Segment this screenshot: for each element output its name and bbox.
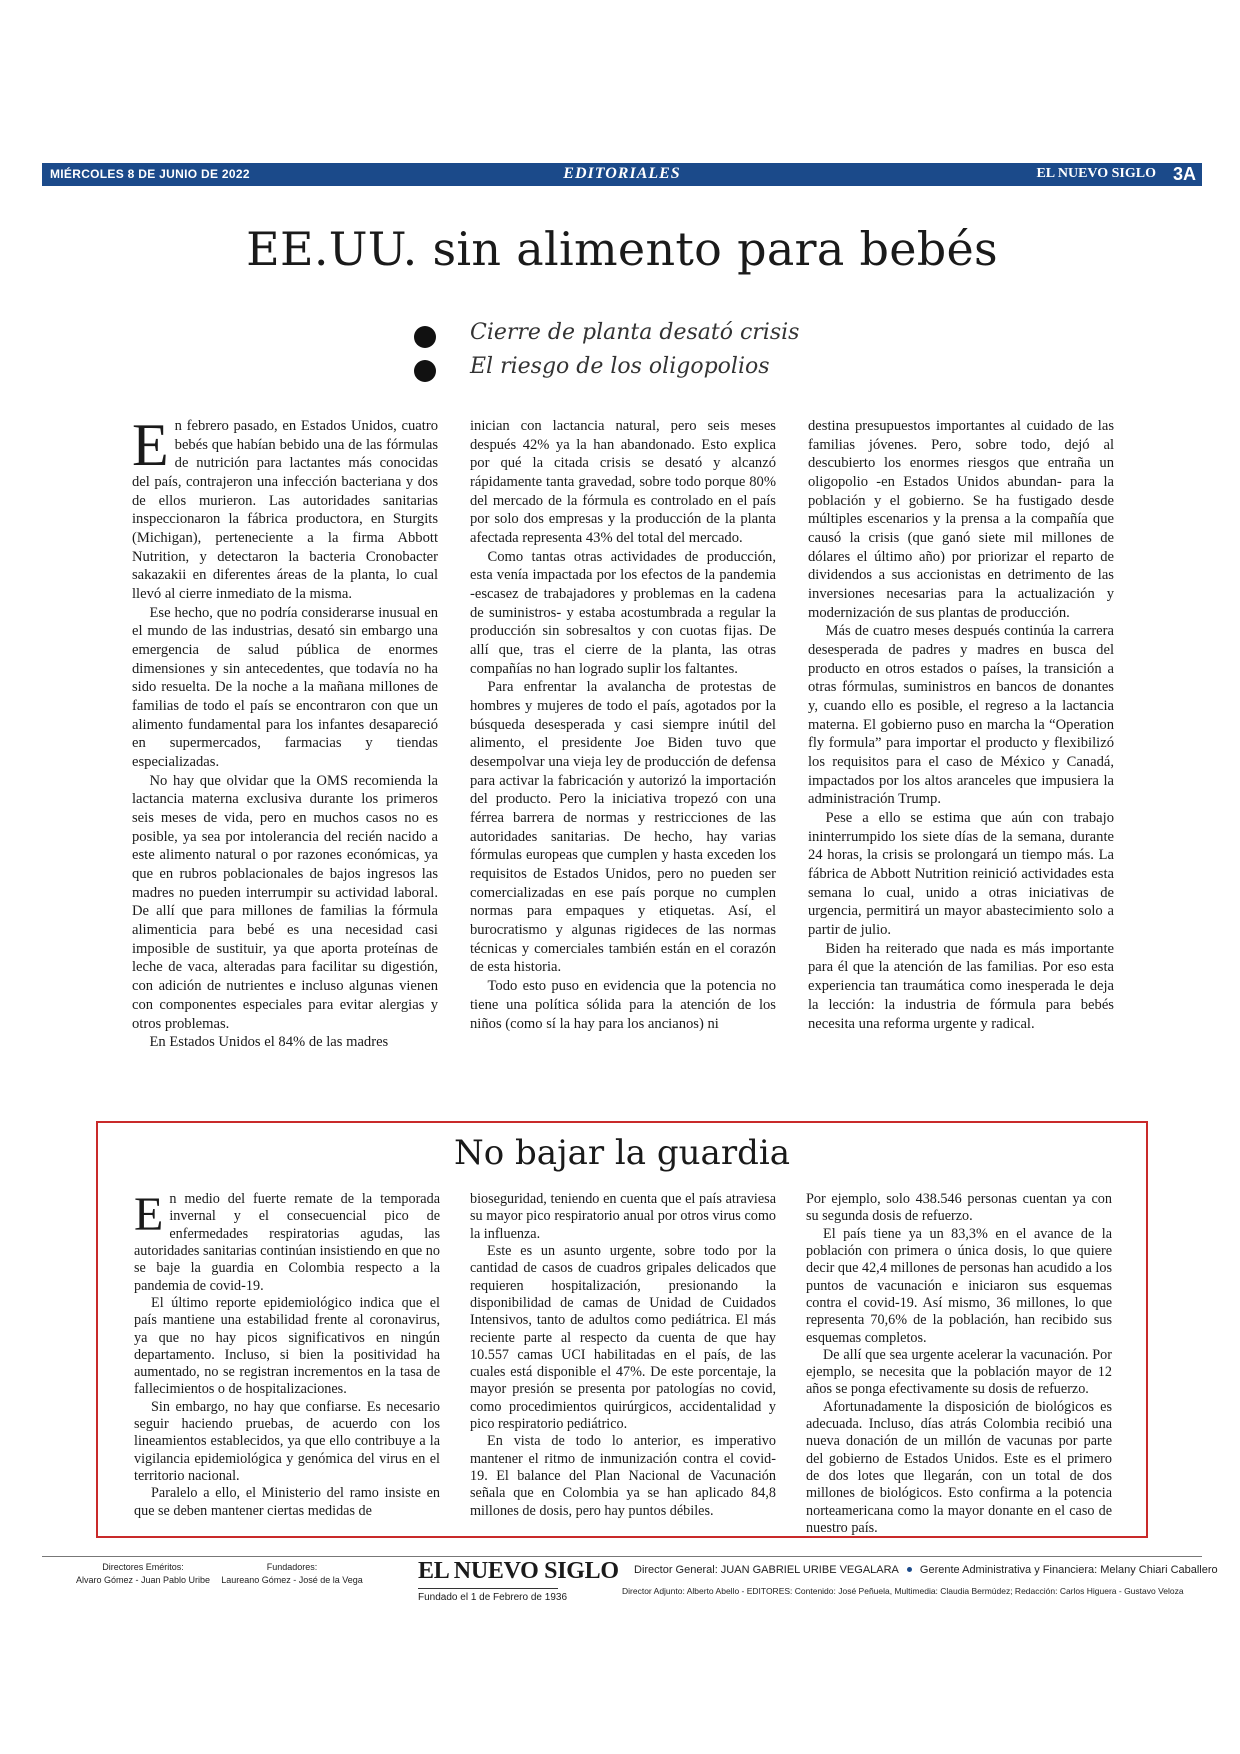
article-column	[134, 1188, 440, 1537]
drop-cap: E	[132, 412, 169, 478]
bullet-icon	[414, 360, 436, 382]
emeritos-names: Alvaro Gómez - Juan Pablo Uribe	[75, 1575, 211, 1585]
article-column	[808, 417, 1114, 1052]
article-paragraph: Biden ha reiterado que nada es más importante para él que la atención de las familias. Por eso esta experiencia tan traumática como inesperada le deja la lección: la industria de fórmula para bebés necesita una reforma urgente y radical.	[808, 940, 1114, 1032]
editorial2-body	[134, 1188, 1112, 1537]
article-paragraph: destina presupuestos importantes al cuidado de las familias jóvenes. Pero, sobre todo, dejó al descubierto los enormes riesgos que entraña un oligopolio -en Estados Unidos abundan- para la población y el gobierno. Se ha fustigado desde múltiples escenarios y la prensa a la compañía que causó la crisis (que ganó siete mil millones de dólares el último año) por priorizar el reparto de dividendos a sus accionistas en detrimento de las inversiones necesarias para la actualización y modernización de sus plantas de producción.	[808, 418, 1114, 621]
article-paragraph: En Estados Unidos el 84% de las madres	[149, 1034, 389, 1051]
masthead-logo: EL NUEVO SIGLO	[418, 1558, 619, 1584]
footer-editores: Director Adjunto: Alberto Abello - EDITORES: Contenido: José Peñuela, Multimedia: Claudia Bermúdez; Redacción: Carlos Higuera - Gustavo Veloza	[622, 1586, 1184, 1596]
section-title: EDITORIALES	[563, 165, 681, 182]
footer-divider	[42, 1556, 1202, 1557]
article-paragraph: Más de cuatro meses después continúa la carrera desesperada de padres y madres en busca del producto en otros estados o países, la transición a otras fórmulas, suministros en bancos de donantes y, cuando ello es posible, el regreso a la lactancia materna. El gobierno puso en marcha la “Operation fly formula” para importar el producto y flexibilizó los requisitos para el caso de México y Canadá, impactados por los altos aranceles que impusiera la administración Trump.	[808, 623, 1114, 808]
article-paragraph: Ese hecho, que no podría considerarse inusual en el mundo de las industrias, desató sin embargo una emergencia de salud pública de enormes dimensiones y sin antecedentes, que todavía no ha sido resuelta. De la noche a la mañana millones de familias de todo el país se encontraron con que un alimento fundamental para los infantes desapareció en supermercados, farmacias y tiendas especializadas.	[132, 604, 438, 771]
article-paragraph: De allí que sea urgente acelerar la vacunación. Por ejemplo, se necesita que la población mayor de 12 años se ponga efectivamente su dosis de refuerzo.	[806, 1346, 1112, 1398]
highlighted-editorial-box	[96, 1121, 1148, 1538]
article-column	[470, 417, 776, 1052]
masthead-underline	[418, 1588, 558, 1589]
article-paragraph: Pese a ello se estima que aún con trabajo ininterrumpido los siete días de la semana, durante 24 horas, la crisis se prolongará un tiempo más. La fábrica de Abbott Nutrition reinició actividades esta semana lo cual, unido a otras iniciativas de urgencia, permitirá un mayor abastecimiento solo a partir de julio.	[808, 810, 1114, 939]
footer-emeritos	[68, 1562, 218, 1585]
article-paragraph: Para enfrentar la avalancha de protestas de hombres y mujeres de todo el país, agotados por la búsqueda desesperada y casi siempre inútil del alimento, el presidente Joe Biden tuvo que desempolvar una vieja ley de producción de defensa para activar la fabricación y autorizó la importación del producto. Pero la iniciativa tropezó con una férrea barrera de normas y restricciones de las autoridades sanitarias. De hecho, hay varias fórmulas europeas que cumplen y hasta exceden los requisitos de Estados Unidos, pero no pueden ser comercializadas en ese país porque no cumplen normas para empaques y etiquetas. Así, el burocratismo y algunas rigideces de las normas técnicas y comerciales también están en el corazón de esta historia.	[470, 679, 776, 976]
issue-date: MIÉRCOLES 8 DE JUNIO DE 2022	[50, 167, 250, 181]
editorial-body	[132, 412, 1114, 1052]
separator-dot-icon	[907, 1567, 912, 1572]
article-column	[132, 412, 438, 1052]
article-paragraph: El último reporte epidemiológico indica que el país mantiene una estabilidad frente al coronavirus, ya que no hay picos significativos en ningún departamento. Incluso, si bien la positividad ha aumentado, no se registran incrementos en la tasa de fallecimientos o de hospitalizaciones.	[134, 1294, 440, 1398]
article-paragraph: Afortunadamente la disposición de biológicos es adecuada. Incluso, días atrás Colombia recibió una nueva donación de un millón de vacunas por parte del gobierno de Estados Unidos. Este es el primero de dos lotes que llegarán, con un total de dos millones de biológicos. Esto confirma a la potencia norteamericana como la mayor donante en el caso de nuestro país.	[806, 1398, 1112, 1536]
article-paragraph: En vista de todo lo anterior, es imperativo mantener el ritmo de inmunización contra el covid-19. El balance del Plan Nacional de Vacunación señala que en Colombia ya se han aplicado 84,8 millones de dosis, pero hay puntos débiles.	[470, 1433, 776, 1519]
emeritos-label: Directores Eméritos:	[102, 1562, 184, 1572]
page-header-bar	[42, 163, 1202, 186]
article-paragraph: bioseguridad, teniendo en cuenta que el país atraviesa su mayor pico respiratorio anual por otros virus como la influenza.	[470, 1191, 776, 1242]
subhead-text: Cierre de planta desató crisis	[470, 320, 800, 345]
masthead-founded: Fundado el 1 de Febrero de 1936	[418, 1592, 567, 1603]
article-paragraph: Por ejemplo, solo 438.546 personas cuentan ya con su segunda dosis de refuerzo.	[806, 1191, 1112, 1225]
footer-fundadores	[212, 1562, 372, 1585]
fundadores-names: Laureano Gómez - José de la Vega	[221, 1575, 363, 1585]
article-paragraph: Sin embargo, no hay que confiarse. Es necesario seguir haciendo pruebas, de acuerdo con los lineamientos establecidos, ya que ello contribuye a la vigilancia epidemiológica y genómica del virus en el territorio nacional.	[134, 1398, 440, 1484]
article-paragraph: Todo esto puso en evidencia que la potencia no tiene una política sólida para la atención de los niños (como sí la hay para los ancianos) ni	[470, 978, 776, 1032]
article-paragraph: En medio del fuerte remate de la temporada invernal y el consecuencial pico de enfermedades respiratorias agudas, las autoridades sanitarias continúan insistiendo en que no se baje la guardia en Colombia respecto a la pandemia de covid-19.	[134, 1188, 440, 1294]
article-paragraph: En febrero pasado, en Estados Unidos, cuatro bebés que habían bebido una de las fórmulas de nutrición para lactantes más conocidas del país, contrajeron una infección bacteriana y dos de ellos murieron. Las autoridades sanitarias inspeccionaron la fábrica productora, en Sturgits (Michigan), perteneciente a la firma Abbott Nutrition, y detectaron la bacteria Cronobacter sakazakii en diferentes áreas de la planta, lo cual llevó al cierre inmediato de la misma.	[132, 412, 438, 603]
editorial-headline: EE.UU. sin alimento para bebés	[246, 222, 998, 276]
director-general: Director General: JUAN GABRIEL URIBE VEGALARA	[634, 1564, 899, 1576]
subhead-text: El riesgo de los oligopolios	[470, 354, 770, 379]
article-column	[470, 1191, 776, 1537]
article-paragraph: El país tiene ya un 83,3% en el avance de la población con primera o única dosis, lo que quiere decir que 42,4 millones de personas han acudido a los puntos de vacunación e iniciaron sus esquemas contra el covid-19. Así mismo, 36 millones, lo que representa 70,6% de la población, han recibido sus esquemas completos.	[806, 1225, 1112, 1346]
fundadores-label: Fundadores:	[266, 1562, 318, 1572]
drop-cap: E	[134, 1188, 164, 1241]
article-column	[806, 1191, 1112, 1537]
page-number: 3A	[1172, 164, 1196, 184]
article-paragraph: Este es un asunto urgente, sobre todo por la cantidad de casos de cuadros gripales delicados que requieren hospitalización, presionando la disponibilidad de camas de Unidad de Cuidados Intensivos, tanto de adultos como pediátrica. El más reciente parte al respecto da cuenta de que hay 10.557 camas UCI habilitadas en el país, de las cuales está disponible el 47%. De este porcentaje, la mayor presión se presenta por patologías no covid, como procedimientos quirúrgicos, accidentalidad y pico respiratorio pediátrico.	[470, 1242, 776, 1433]
bullet-icon	[414, 326, 436, 348]
footer-directors	[634, 1564, 1218, 1576]
editorial2-headline: No bajar la guardia	[454, 1133, 790, 1173]
article-paragraph: Paralelo a ello, el Ministerio del ramo insiste en que se deben mantener ciertas medidas de	[134, 1485, 440, 1519]
article-paragraph: No hay que olvidar que la OMS recomienda la lactancia materna exclusiva durante los primeros seis meses de vida, pero en muchos casos no es posible, ya sea por intolerancia del recién nacido a este alimento natural o por razones económicas, ya que en rubros poblacionales de bajos ingresos las madres no pueden interrumpir su actividad laboral. De allí que para millones de familias la fórmula alimenticia para bebé es una necesidad casi imposible de sustituir, ya que aporta proteínas de leche de vaca, alteradas para facilitar su digestión, con adición de nutrientes e incluso algunas vienen con componentes especiales para evitar alergias y otros problemas.	[132, 772, 438, 1032]
article-paragraph: inician con lactancia natural, pero seis meses después 42% ya la han abandonado. Esto explica por qué la citada crisis se desató y alcanzó rápidamente tanta gravedad, sobre todo porque 80% del mercado de la fórmula es controlado en el país por solo dos empresas y la producción de la planta afectada representa 43% del total del mercado.	[470, 418, 776, 547]
gerente: Gerente Administrativa y Financiera: Melany Chiari Caballero	[919, 1564, 1218, 1576]
header-brand: EL NUEVO SIGLO	[1036, 166, 1156, 181]
article-paragraph: Como tantas otras actividades de producción, esta venía impactada por los efectos de la pandemia -escasez de trabajadores y problemas en la cadena de suministros- y estaba acostumbrada a regular la producción sin sobresaltos y con cuotas fijas. De allí que, tras el cierre de la planta, las otras compañías no han logrado suplir los faltantes.	[470, 548, 776, 677]
